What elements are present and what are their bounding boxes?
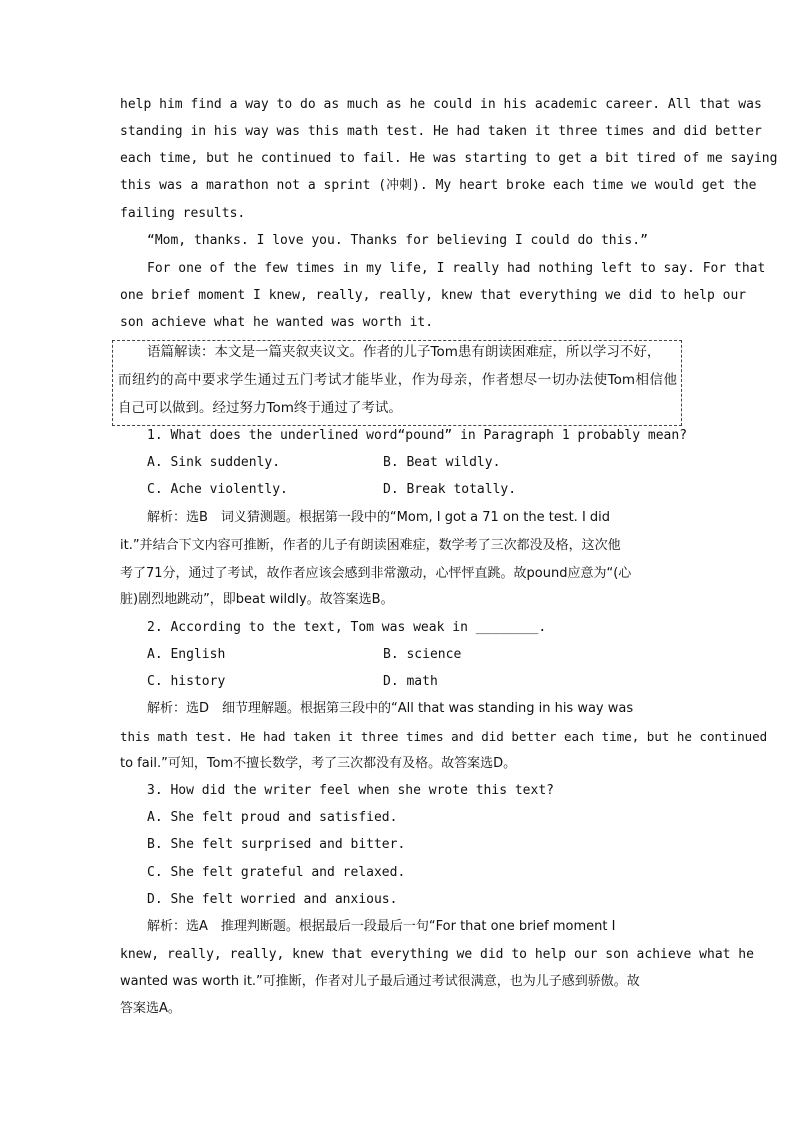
q3-option-d: D. She felt worried and anxious. [147, 892, 398, 907]
q1-explanation-line: it.”并结合下文内容可推断，作者的儿子有朗读困难症，数学考了三次都没及格，这次他 [120, 538, 621, 553]
q2-option-b: B. science [383, 647, 462, 662]
q1-explanation-line: 脏)剧烈地跳动”，即beat wildly。故答案选B。 [120, 592, 394, 607]
q2-explanation-line: this math test. He had taken it three times and did better each time, but he continued [120, 729, 768, 744]
q1-option-a: A. Sink suddenly. [147, 455, 281, 470]
q3-explanation-line: 解析：选A 推理判断题。根据最后一段最后一句“For that one brief moment I [147, 919, 616, 934]
q3-option-c: C. She felt grateful and relaxed. [147, 865, 406, 880]
quote-line: “Mom, thanks. I love you. Thanks for believing I could do this.” [147, 233, 648, 248]
passage-line: help him find a way to do as much as he could in his academic career. All that was [120, 97, 762, 112]
question-2-stem: 2. According to the text, Tom was weak in ________. [147, 620, 547, 635]
q1-explanation-line: 考了71分，通过了考试，故作者应该会感到非常激动，心怦怦直跳。故pound应意为“(心 [120, 566, 632, 581]
q3-explanation-line: knew, really, really, knew that everything we did to help our son achieve what he [120, 947, 754, 962]
q1-option-d: D. Break totally. [383, 482, 517, 497]
analysis-line: 自己可以做到。经过努力Tom终于通过了考试。 [118, 400, 402, 416]
passage-line: For one of the few times in my life, I really had nothing left to say. For that [147, 261, 766, 276]
q3-explanation-line: wanted was worth it.”可推断，作者对儿子最后通过考试很满意，也为儿子感到骄傲。故 [120, 974, 640, 989]
passage-line: this was a marathon not a sprint (冲刺). My heart broke each time we would get the [120, 178, 757, 193]
q1-option-b: B. Beat wildly. [383, 455, 501, 470]
q1-option-c: C. Ache violently. [147, 482, 288, 497]
q2-option-a: A. English [147, 647, 226, 662]
question-1-stem: 1. What does the underlined word“pound” in Paragraph 1 probably mean? [147, 428, 688, 443]
q2-option-c: C. history [147, 674, 226, 689]
question-3-stem: 3. How did the writer feel when she wrote this text? [147, 783, 554, 798]
q2-explanation-line: to fail.”可知，Tom不擅长数学，考了三次都没有及格。故答案选D。 [120, 756, 517, 771]
q2-explanation-line: 解析：选D 细节理解题。根据第三段中的“All that was standing in his way was [147, 701, 634, 716]
passage-line: son achieve what he wanted was worth it. [120, 315, 434, 330]
passage-line: failing results. [120, 206, 246, 221]
q1-explanation-line: 解析：选B 词义猜测题。根据第一段中的“Mom, I got a 71 on the test. I did [147, 510, 611, 525]
q2-option-d: D. math [383, 674, 438, 689]
q3-option-b: B. She felt surprised and bitter. [147, 837, 406, 852]
analysis-line: 而纽约的高中要求学生通过五门考试才能毕业，作为母亲，作者想尽一切办法使Tom相信他 [118, 372, 677, 388]
analysis-line: 语篇解读：本文是一篇夹叙夹议文。作者的儿子Tom患有朗读困难症，所以学习不好， [147, 344, 661, 360]
q3-explanation-line: 答案选A。 [120, 1001, 181, 1016]
q3-option-a: A. She felt proud and satisfied. [147, 810, 398, 825]
passage-line: one brief moment I knew, really, really, knew that everything we did to help our [120, 288, 747, 303]
passage-line: each time, but he continued to fail. He was starting to get a bit tired of me saying [120, 151, 778, 166]
passage-line: standing in his way was this math test. He had taken it three times and did better [120, 124, 762, 139]
